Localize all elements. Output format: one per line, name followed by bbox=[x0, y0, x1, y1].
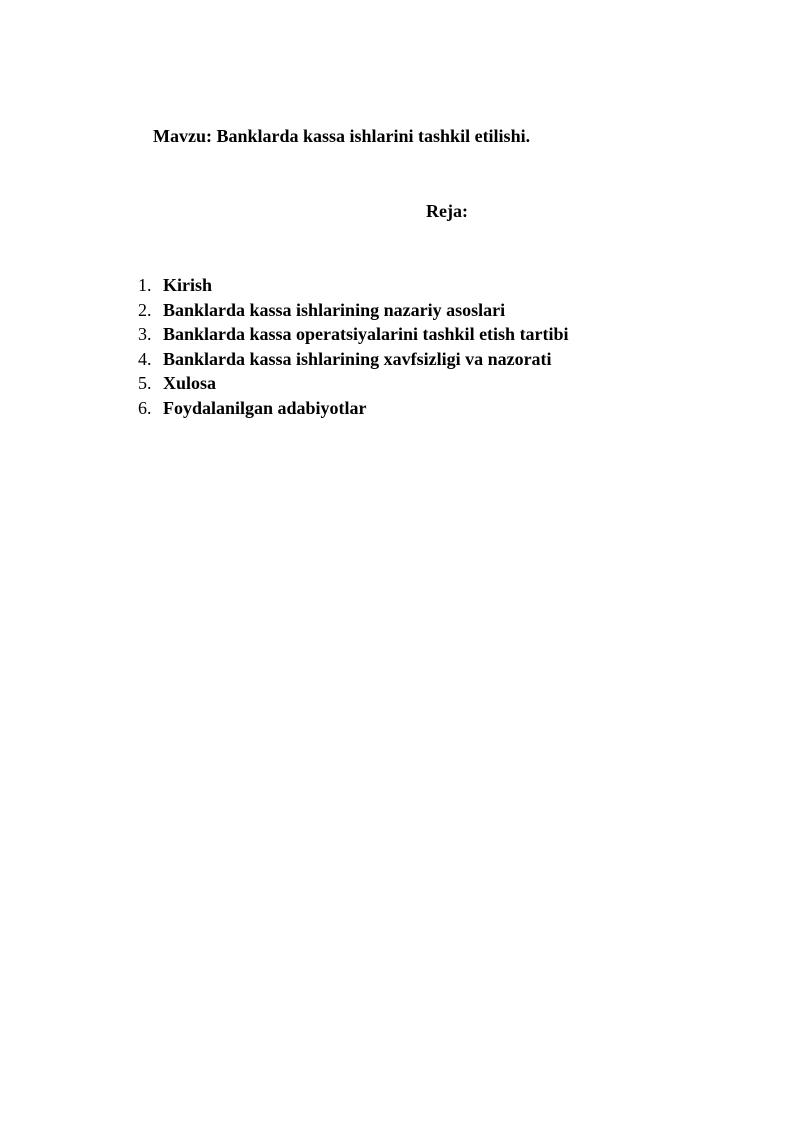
plan-item-number: 3. bbox=[138, 324, 152, 345]
plan-list bbox=[138, 275, 569, 423]
plan-list-item bbox=[138, 398, 569, 423]
plan-item-number: 2. bbox=[138, 299, 152, 320]
plan-list-item bbox=[138, 373, 569, 398]
plan-list-item bbox=[138, 275, 569, 300]
plan-item-text: Xulosa bbox=[163, 373, 217, 394]
plan-item-text: Banklarda kassa ishlarining nazariy asoslari bbox=[163, 299, 506, 320]
plan-item-text: Kirish bbox=[163, 275, 213, 295]
plan-list-item bbox=[138, 324, 569, 349]
plan-item-number: 1. bbox=[138, 275, 152, 295]
plan-item-number: 5. bbox=[138, 373, 152, 394]
plan-heading: Reja: bbox=[426, 201, 468, 221]
plan-item-text: Foydalanilgan adabiyotlar bbox=[163, 397, 367, 418]
document-topic-title: Mavzu: Banklarda kassa ishlarini tashkil etilishi. bbox=[153, 126, 531, 146]
plan-item-text: Banklarda kassa ishlarining xavfsizligi va nazorati bbox=[163, 348, 552, 369]
plan-list-item bbox=[138, 349, 569, 374]
plan-item-number: 6. bbox=[138, 397, 152, 418]
plan-item-text: Banklarda kassa operatsiyalarini tashkil etish tartibi bbox=[163, 324, 569, 345]
plan-item-number: 4. bbox=[138, 348, 152, 369]
plan-list-item bbox=[138, 300, 569, 325]
